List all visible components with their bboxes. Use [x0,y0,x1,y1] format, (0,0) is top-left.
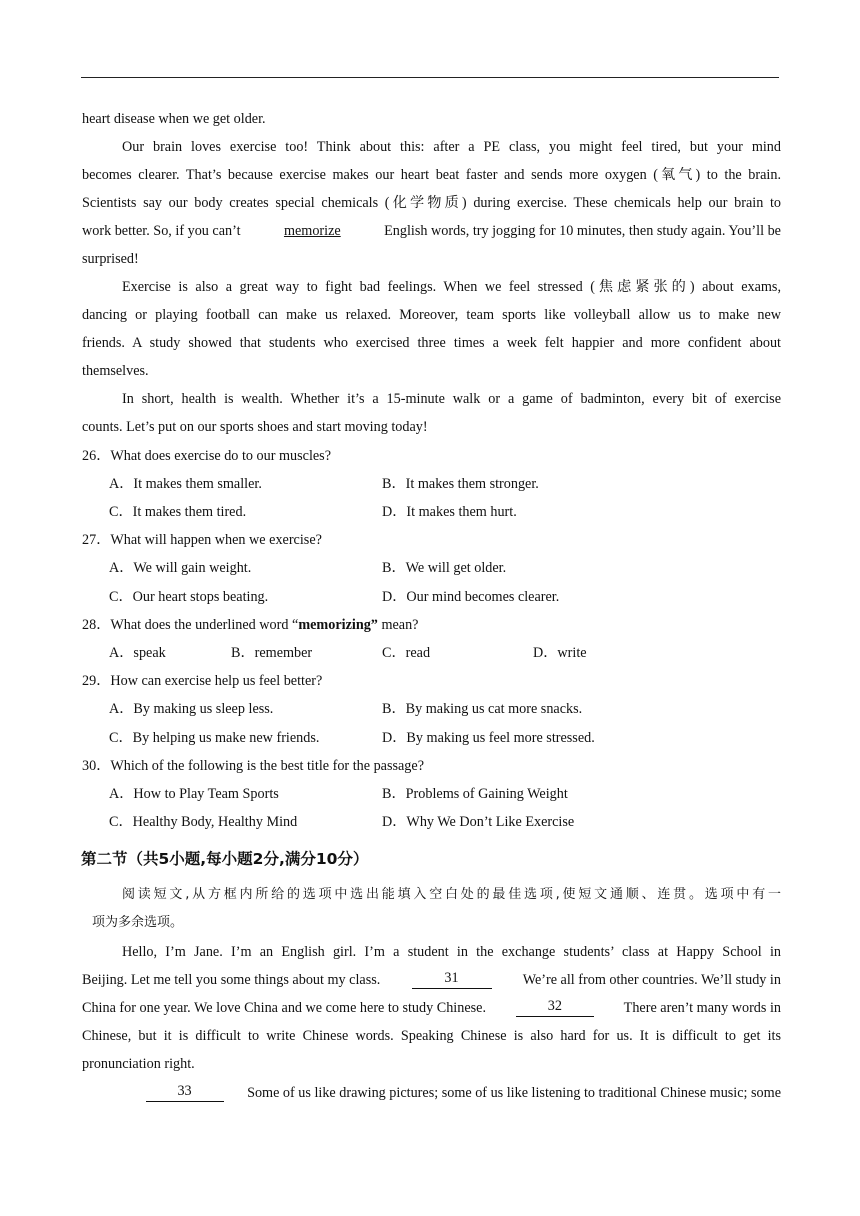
passage-text: Beijing. Let me tell you some things about my class. [82,972,381,988]
passage-line: Scientists say our body creates special chemicals (化学物质) during exercise. These chemicals help our brain to [82,195,781,211]
passage-line: dancing or playing football can make us relaxed. Moreover, team sports like volleyball allow us to make new [82,307,781,323]
section-heading: 第二节（共5小题,每小题2分,满分10分） [81,850,369,868]
header-rule [81,77,779,78]
passage-line: heart disease when we get older. [82,111,266,127]
passage-line: becomes clearer. That’s because exercise makes our heart beat faster and sends more oxygen (氧气) to the brain. [82,167,781,183]
option-b[interactable]: B．Problems of Gaining Weight [382,786,568,802]
option-c[interactable]: C．By helping us make new friends. [109,730,320,746]
passage-line [82,999,781,1017]
option-a[interactable]: A．It makes them smaller. [109,476,262,492]
option-c[interactable]: C．Healthy Body, Healthy Mind [109,814,298,830]
option-d[interactable]: D．It makes them hurt. [382,504,517,520]
passage-text: Some of us like drawing pictures; some of us like listening to traditional Chinese music; some [247,1085,781,1101]
option-d[interactable]: D．Our mind becomes clearer. [382,589,560,605]
passage-text: We’re all from other countries. We’ll study in [522,972,781,988]
section-instruction: 阅读短文,从方框内所给的选项中选出能填入空白处的最佳选项,使短文通顺、连贯。选项中有一 [122,887,781,902]
option-a[interactable]: A．speak [109,645,166,661]
option-c[interactable]: C．Our heart stops beating. [109,589,269,605]
passage-line: Our brain loves exercise too! Think about this: after a PE class, you might feel tired, but your mind [122,139,781,155]
answer-blank-33[interactable]: 33 [146,1084,224,1102]
question-stem: 26．What does exercise do to our muscles? [82,448,331,464]
option-d[interactable]: D．By making us feel more stressed. [382,730,595,746]
passage-line [82,222,781,240]
passage-line: In short, health is wealth. Whether it’s a 15-minute walk or a game of badminton, every bit of exercise [122,391,781,407]
underlined-word: memorize [283,223,341,239]
passage-line: counts. Let’s put on our sports shoes and start moving today! [82,419,428,435]
option-a[interactable]: A．How to Play Team Sports [109,786,279,802]
option-c[interactable]: C．It makes them tired. [109,504,247,520]
option-d[interactable]: D．Why We Don’t Like Exercise [382,814,575,830]
passage-line: pronunciation right. [82,1056,195,1072]
passage-text: work better. So, if you can’t [82,223,241,239]
passage-line: surprised! [82,251,139,267]
passage-line: Exercise is also a great way to fight bad feelings. When we feel stressed (焦虑紧张的) about exams, [122,279,781,295]
answer-blank-31[interactable]: 31 [412,971,492,989]
question-stem [82,616,418,634]
passage-text: China for one year. We love China and we come here to study Chinese. [82,1000,487,1016]
passage-text: English words, try jogging for 10 minutes, then study again. You’ll be [384,223,781,239]
passage-line: themselves. [82,363,149,379]
passage-line [82,971,781,989]
passage-text: There aren’t many words in [623,1000,781,1016]
option-b[interactable]: B．By making us cat more snacks. [382,701,583,717]
option-b[interactable]: B．It makes them stronger. [382,476,539,492]
option-b[interactable]: B．We will get older. [382,560,507,576]
option-b[interactable]: B．remember [231,645,313,661]
question-stem: 27．What will happen when we exercise? [82,532,322,548]
option-d[interactable]: D．write [533,645,587,661]
stem-text: mean? [377,617,419,633]
question-stem: 29．How can exercise help us feel better? [82,673,323,689]
question-stem: 30．Which of the following is the best title for the passage? [82,758,424,774]
passage-line: Chinese, but it is difficult to write Chinese words. Speaking Chinese is also hard for us. It is difficult to get its [82,1028,781,1044]
option-a[interactable]: A．By making us sleep less. [109,701,274,717]
section-instruction: 项为多余选项。 [92,915,184,930]
option-a[interactable]: A．We will gain weight. [109,560,252,576]
stem-bold-word: memorizing” [298,617,378,633]
passage-line: friends. A study showed that students who exercised three times a week felt happier and more confident about [82,335,781,351]
option-c[interactable]: C．read [382,645,431,661]
stem-text: 28．What does the underlined word “ [82,617,299,633]
passage-line [82,1084,781,1102]
answer-blank-32[interactable]: 32 [516,999,594,1017]
passage-line: Hello, I’m Jane. I’m an English girl. I’m a student in the exchange students’ class at Happy School in [122,944,781,960]
